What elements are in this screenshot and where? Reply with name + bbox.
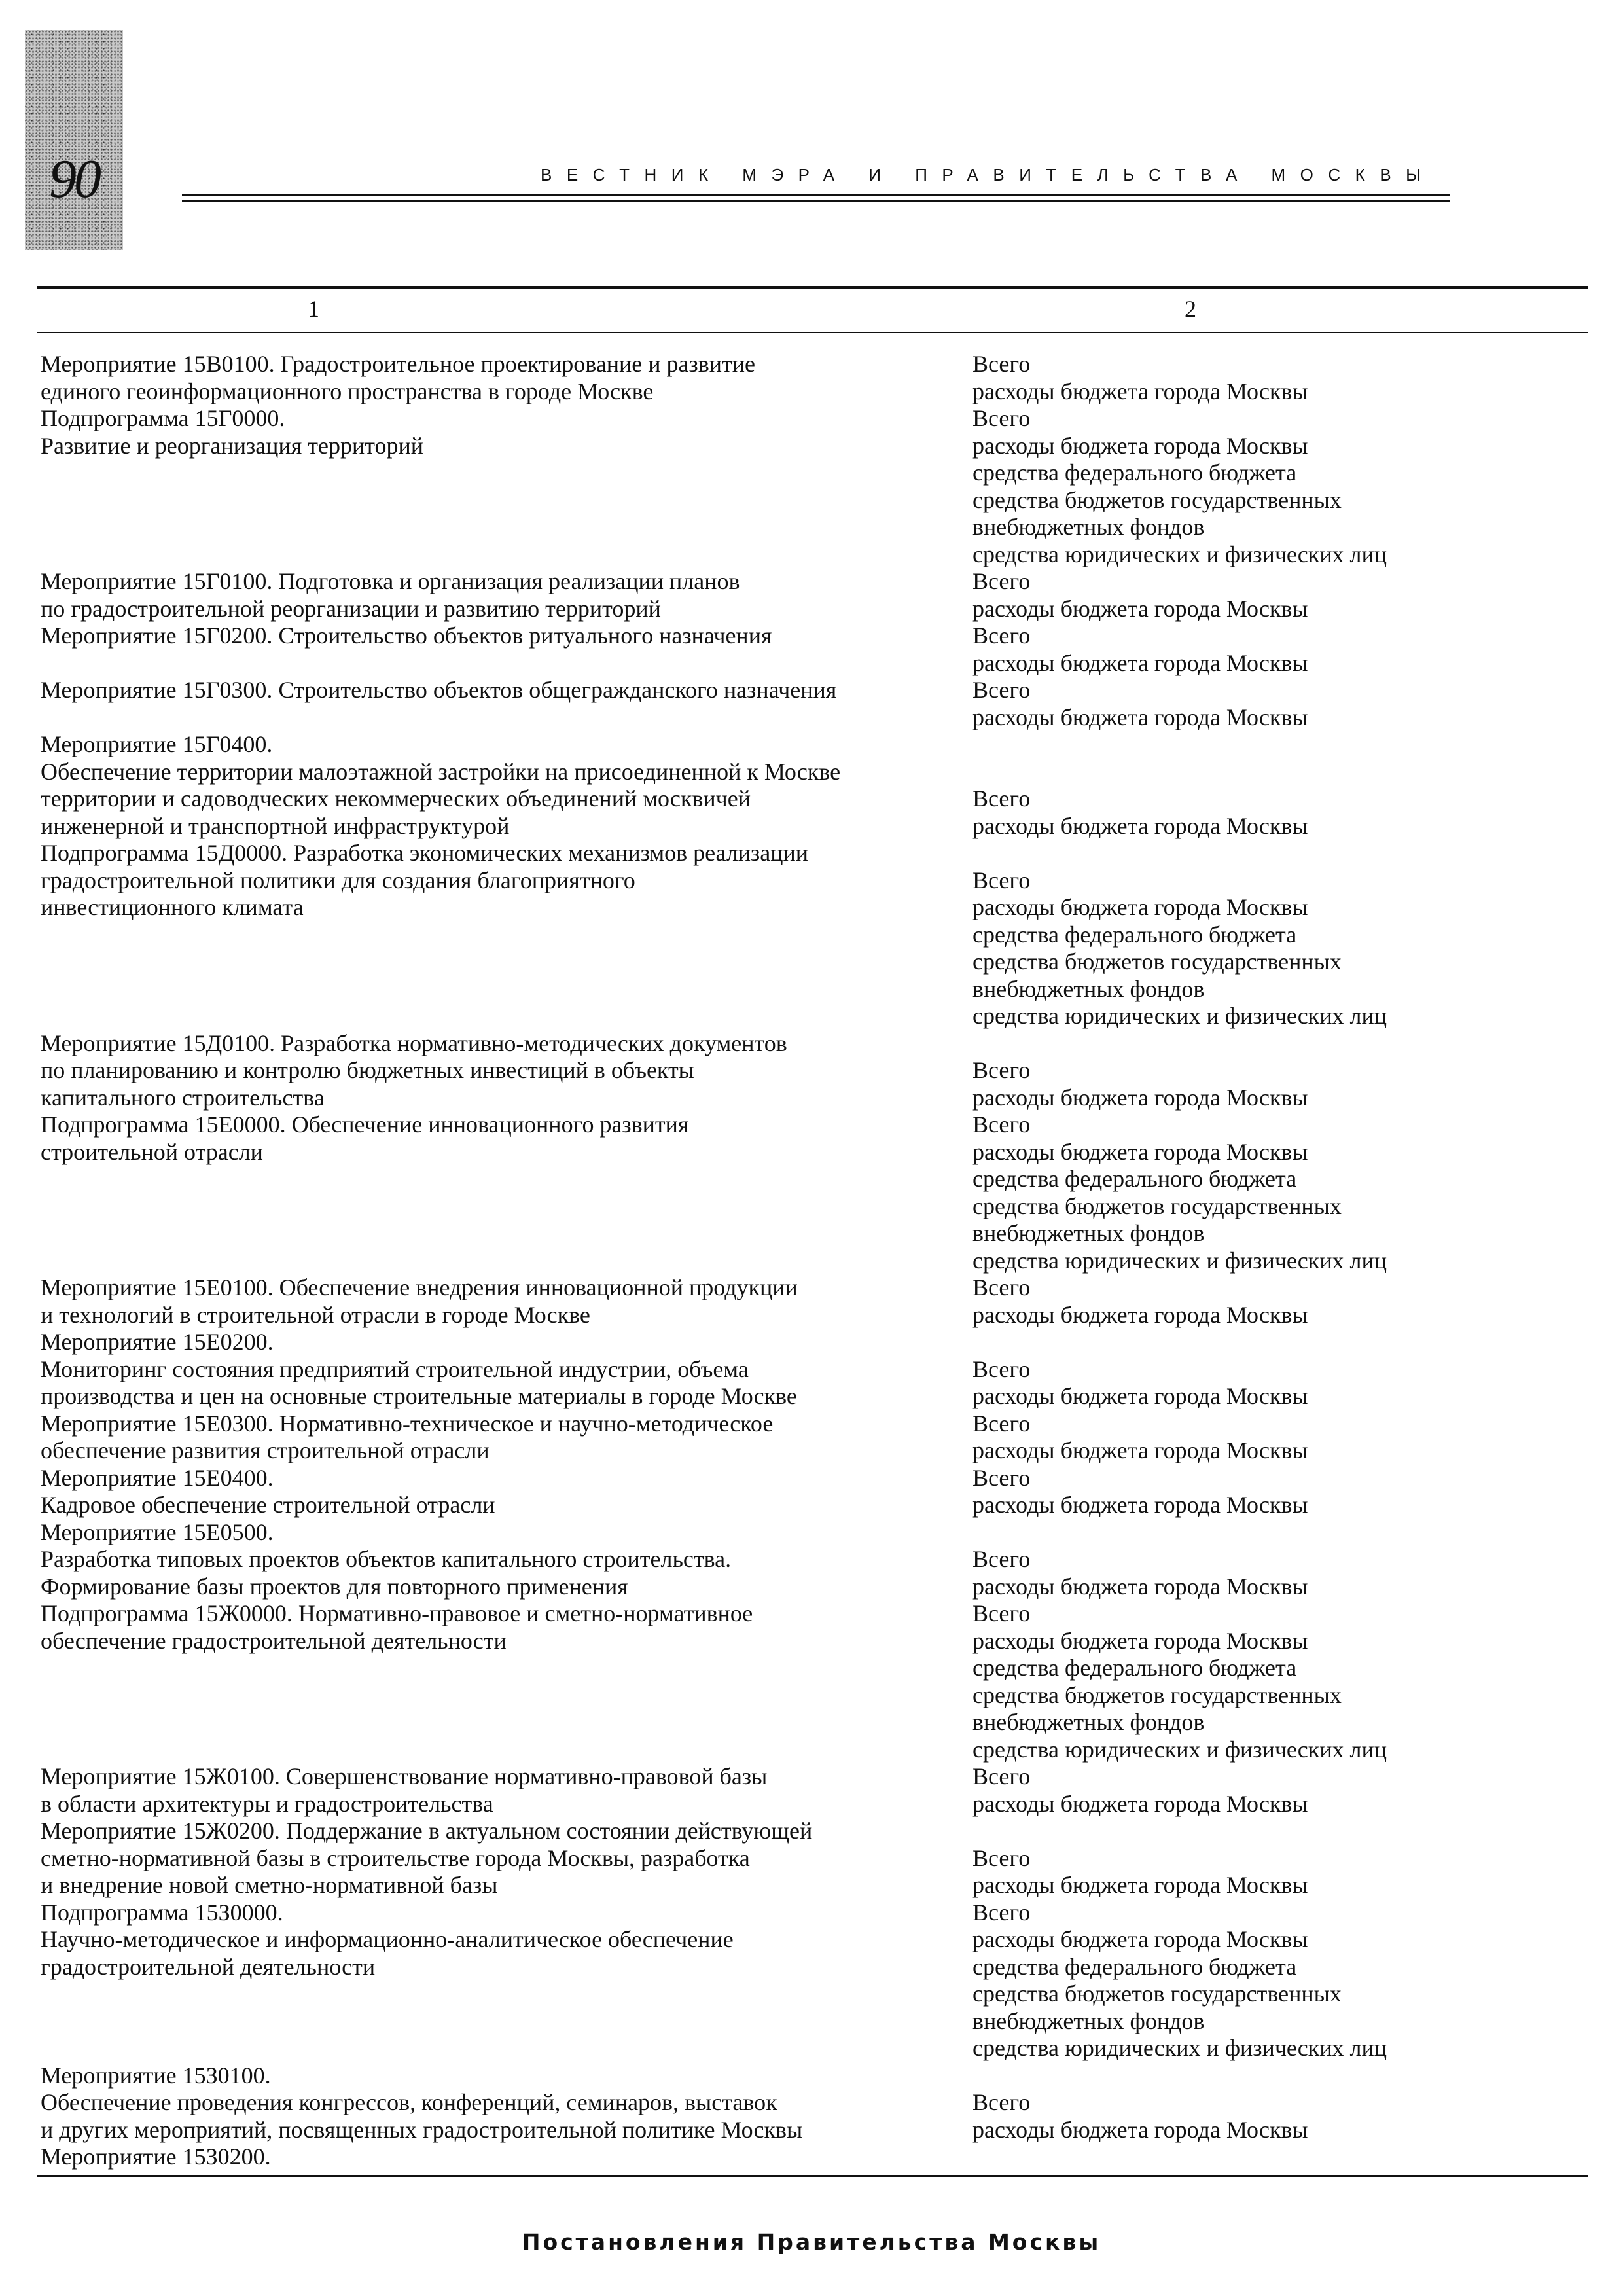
funding-source-line: средства федерального бюджета <box>972 921 1297 948</box>
funding-source-line: Всего <box>972 1057 1031 1083</box>
funding-source-line: Всего <box>972 1355 1031 1382</box>
funding-source-line: Всего <box>972 1111 1031 1138</box>
funding-source-line: Всего <box>972 1410 1031 1437</box>
program-item-line <box>41 541 840 569</box>
program-item-line: Формирование базы проектов для повторного применения <box>41 1573 628 1600</box>
program-item-line: сметно-нормативной базы в строительстве города Москвы, разработка <box>41 1844 750 1871</box>
program-item-line: Подпрограмма 15З0000. <box>41 1899 283 1926</box>
program-item-line: Мероприятие 15Е0200. <box>41 1329 274 1355</box>
funding-source-line: расходы бюджета города Москвы <box>972 1573 1308 1600</box>
program-item-line: в области архитектуры и градостроительства <box>41 1790 493 1817</box>
funding-source-line: Всего <box>972 568 1031 594</box>
funding-source-line: Всего <box>972 1763 1031 1789</box>
funding-source-line <box>972 2062 1387 2090</box>
funding-source-line: средства юридических и физических лиц <box>972 1736 1387 1763</box>
program-item-line <box>41 1247 840 1275</box>
program-item-line <box>41 1220 840 1247</box>
program-item-line: и технологий в строительной отрасли в городе Москве <box>41 1301 590 1328</box>
program-item-line <box>41 2035 840 2062</box>
program-item-line: и других мероприятий, посвященных градостроительной политике Москвы <box>41 2116 803 2143</box>
program-item-line <box>41 2008 840 2036</box>
funding-source-line: средства федерального бюджета <box>972 1655 1297 1681</box>
program-item-line: Подпрограмма 15Е0000. Обеспечение инновационного развития <box>41 1111 689 1138</box>
funding-source-line: средства федерального бюджета <box>972 459 1297 486</box>
funding-source-line: Всего <box>972 677 1031 703</box>
funding-source-line: средства бюджетов государственных <box>972 948 1342 975</box>
program-item-line: инвестиционного климата <box>41 894 304 920</box>
program-item-line: по планированию и контролю бюджетных инвестиций в объекты <box>41 1057 694 1083</box>
program-item-line: обеспечение градостроительной деятельности <box>41 1627 507 1654</box>
funding-source-line: расходы бюджета города Москвы <box>972 1301 1308 1328</box>
funding-source-line <box>972 1818 1387 1845</box>
program-item-line: Мероприятие 15Г0200. Строительство объектов ритуального назначения <box>41 622 772 649</box>
program-item-line <box>41 650 840 677</box>
program-item-line: Разработка типовых проектов объектов капитального строительства. <box>41 1546 732 1572</box>
funding-source-line: расходы бюджета города Москвы <box>972 894 1308 920</box>
program-item-line: Обеспечение проведения конгрессов, конференций, семинаров, выставок <box>41 2089 777 2115</box>
program-item-line <box>41 459 840 487</box>
program-item-line <box>41 1655 840 1682</box>
program-item-line: единого геоинформационного пространства в городе Москве <box>41 378 654 404</box>
column-2-content <box>972 351 1387 2144</box>
funding-source-line: расходы бюджета города Москвы <box>972 595 1308 622</box>
header-rule <box>182 194 1450 196</box>
page-number-block <box>25 30 123 250</box>
column-2-header: 2 <box>1185 296 1196 322</box>
program-item-line: Мероприятие 15Е0400. <box>41 1464 274 1491</box>
funding-source-line: средства юридических и физических лиц <box>972 2035 1387 2061</box>
program-item-line <box>41 1193 840 1221</box>
header-rule-thin <box>182 200 1450 202</box>
funding-source-line: Всего <box>972 1464 1031 1491</box>
program-item-line: Мероприятие 15Е0500. <box>41 1518 274 1545</box>
funding-source-line: расходы бюджета города Москвы <box>972 1492 1308 1518</box>
program-item-line: Научно-методическое и информационно-аналитическое обеспечение <box>41 1926 734 1952</box>
funding-source-line: средства бюджетов государственных <box>972 1193 1342 1219</box>
program-item-line: Мониторинг состояния предприятий строительной индустрии, объема <box>41 1355 749 1382</box>
program-item-line: территории и садоводческих некоммерческих объединений москвичей <box>41 785 751 812</box>
program-item-line <box>41 1736 840 1764</box>
funding-source-line: средства юридических и физических лиц <box>972 1247 1387 1274</box>
table-header-rule <box>37 332 1588 333</box>
funding-source-line: расходы бюджета города Москвы <box>972 812 1308 839</box>
funding-source-line: расходы бюджета города Москвы <box>972 1872 1308 1898</box>
program-item-line: капитального строительства <box>41 1084 325 1111</box>
program-item-line: Обеспечение территории малоэтажной застройки на присоединенной к Москве <box>41 758 841 785</box>
program-item-line: инженерной и транспортной инфраструктурой <box>41 812 510 839</box>
funding-source-line: Всего <box>972 405 1031 431</box>
program-item-line: Мероприятие 15Ж0100. Совершенствование нормативно-правовой базы <box>41 1763 768 1789</box>
funding-source-line <box>972 731 1387 759</box>
funding-source-line: средства бюджетов государственных <box>972 1981 1342 2007</box>
funding-source-line: средства юридических и физических лиц <box>972 541 1387 567</box>
funding-source-line: средства федерального бюджета <box>972 1166 1297 1192</box>
program-item-line: Мероприятие 15Д0100. Разработка нормативно-методических документов <box>41 1030 787 1056</box>
journal-title: ВЕСТНИК МЭРА И ПРАВИТЕЛЬСТВА МОСКВЫ <box>541 165 1436 185</box>
program-item-line: Подпрограмма 15Ж0000. Нормативно-правовое и сметно-нормативное <box>41 1600 753 1626</box>
funding-source-line: Всего <box>972 867 1031 893</box>
funding-source-line: внебюджетных фондов <box>972 975 1205 1002</box>
funding-source-line <box>972 759 1387 786</box>
funding-source-line: расходы бюджета города Москвы <box>972 2116 1308 2143</box>
funding-source-line <box>972 1329 1387 1356</box>
funding-source-line <box>972 1030 1387 1058</box>
program-item-line <box>41 487 840 514</box>
funding-source-line: внебюджетных фондов <box>972 2007 1205 2034</box>
program-item-line: градостроительной политики для создания благоприятного <box>41 867 635 893</box>
program-item-line: Мероприятие 15З0200. <box>41 2144 271 2170</box>
program-item-line: Мероприятие 15Г0100. Подготовка и организация реализации планов <box>41 568 740 594</box>
program-item-line: Мероприятие 15Е0100. Обеспечение внедрения инновационной продукции <box>41 1274 798 1300</box>
funding-source-line: внебюджетных фондов <box>972 1709 1205 1735</box>
program-item-line <box>41 1166 840 1193</box>
program-item-line <box>41 1981 840 2008</box>
funding-source-line: Всего <box>972 1600 1031 1626</box>
program-item-line: Мероприятие 15Г0300. Строительство объектов общегражданского назначения <box>41 677 837 703</box>
funding-source-line: расходы бюджета города Москвы <box>972 1138 1308 1165</box>
funding-source-line: Всего <box>972 622 1031 649</box>
funding-source-line: внебюджетных фондов <box>972 514 1205 540</box>
program-item-line: и внедрение новой сметно-нормативной базы <box>41 1872 498 1898</box>
funding-source-line: расходы бюджета города Москвы <box>972 1084 1308 1111</box>
table-bottom-rule <box>37 2175 1588 2177</box>
program-item-line: Мероприятие 15З0100. <box>41 2062 271 2089</box>
table-top-rule <box>37 286 1588 289</box>
funding-source-line: внебюджетных фондов <box>972 1220 1205 1246</box>
funding-source-line: Всего <box>972 1274 1031 1300</box>
funding-source-line: расходы бюджета города Москвы <box>972 1437 1308 1463</box>
funding-source-line: расходы бюджета города Москвы <box>972 1790 1308 1817</box>
funding-source-line: расходы бюджета города Москвы <box>972 704 1308 730</box>
program-item-line <box>41 1682 840 1710</box>
funding-source-line: расходы бюджета города Москвы <box>972 1383 1308 1409</box>
program-item-line: строительной отрасли <box>41 1138 263 1165</box>
column-1-header: 1 <box>308 296 319 322</box>
program-item-line <box>41 948 840 976</box>
funding-source-line <box>972 1519 1387 1547</box>
program-item-line: обеспечение развития строительной отрасли <box>41 1437 490 1463</box>
program-item-line <box>41 704 840 732</box>
program-item-line: по градостроительной реорганизации и развитию территорий <box>41 595 661 622</box>
funding-source-line: расходы бюджета города Москвы <box>972 378 1308 404</box>
program-item-line <box>41 1003 840 1030</box>
funding-source-line: расходы бюджета города Москвы <box>972 432 1308 459</box>
funding-source-line: Всего <box>972 1546 1031 1572</box>
funding-source-line: Всего <box>972 1844 1031 1871</box>
funding-source-line: Всего <box>972 2089 1031 2115</box>
funding-source-line: средства юридических и физических лиц <box>972 1003 1387 1029</box>
program-item-line <box>41 976 840 1003</box>
funding-source-line: Всего <box>972 1899 1031 1926</box>
program-item-line <box>41 1709 840 1736</box>
program-item-line: градостроительной деятельности <box>41 1953 376 1980</box>
funding-source-line: средства бюджетов государственных <box>972 486 1342 513</box>
funding-source-line: расходы бюджета города Москвы <box>972 649 1308 676</box>
funding-source-line: расходы бюджета города Москвы <box>972 1627 1308 1654</box>
funding-source-line <box>972 840 1387 867</box>
program-item-line: производства и цен на основные строительные материалы в городе Москве <box>41 1383 797 1409</box>
program-item-line <box>41 514 840 541</box>
program-item-line: Подпрограмма 15Г0000. <box>41 405 285 431</box>
program-item-line: Мероприятие 15Е0300. Нормативно-техническое и научно-методическое <box>41 1410 774 1437</box>
page-number: 90 <box>49 149 99 209</box>
program-item-line: Подпрограмма 15Д0000. Разработка экономических механизмов реализации <box>41 840 809 866</box>
program-item-line: Мероприятие 15Ж0200. Поддержание в актуальном состоянии действующей <box>41 1818 813 1844</box>
program-item-line <box>41 922 840 949</box>
column-1-content <box>41 351 840 2171</box>
funding-source-line: Всего <box>972 785 1031 812</box>
footer-section-title: Постановления Правительства Москвы <box>522 2229 1101 2255</box>
program-item-line: Мероприятие 15В0100. Градостроительное проектирование и развитие <box>41 351 755 377</box>
program-item-line: Кадровое обеспечение строительной отрасли <box>41 1492 495 1518</box>
program-item-line: Развитие и реорганизация территорий <box>41 432 424 459</box>
funding-source-line: средства бюджетов государственных <box>972 1681 1342 1708</box>
funding-source-line: средства федерального бюджета <box>972 1953 1297 1980</box>
funding-source-line: расходы бюджета города Москвы <box>972 1926 1308 1952</box>
program-item-line: Мероприятие 15Г0400. <box>41 731 273 757</box>
funding-source-line: Всего <box>972 351 1031 377</box>
